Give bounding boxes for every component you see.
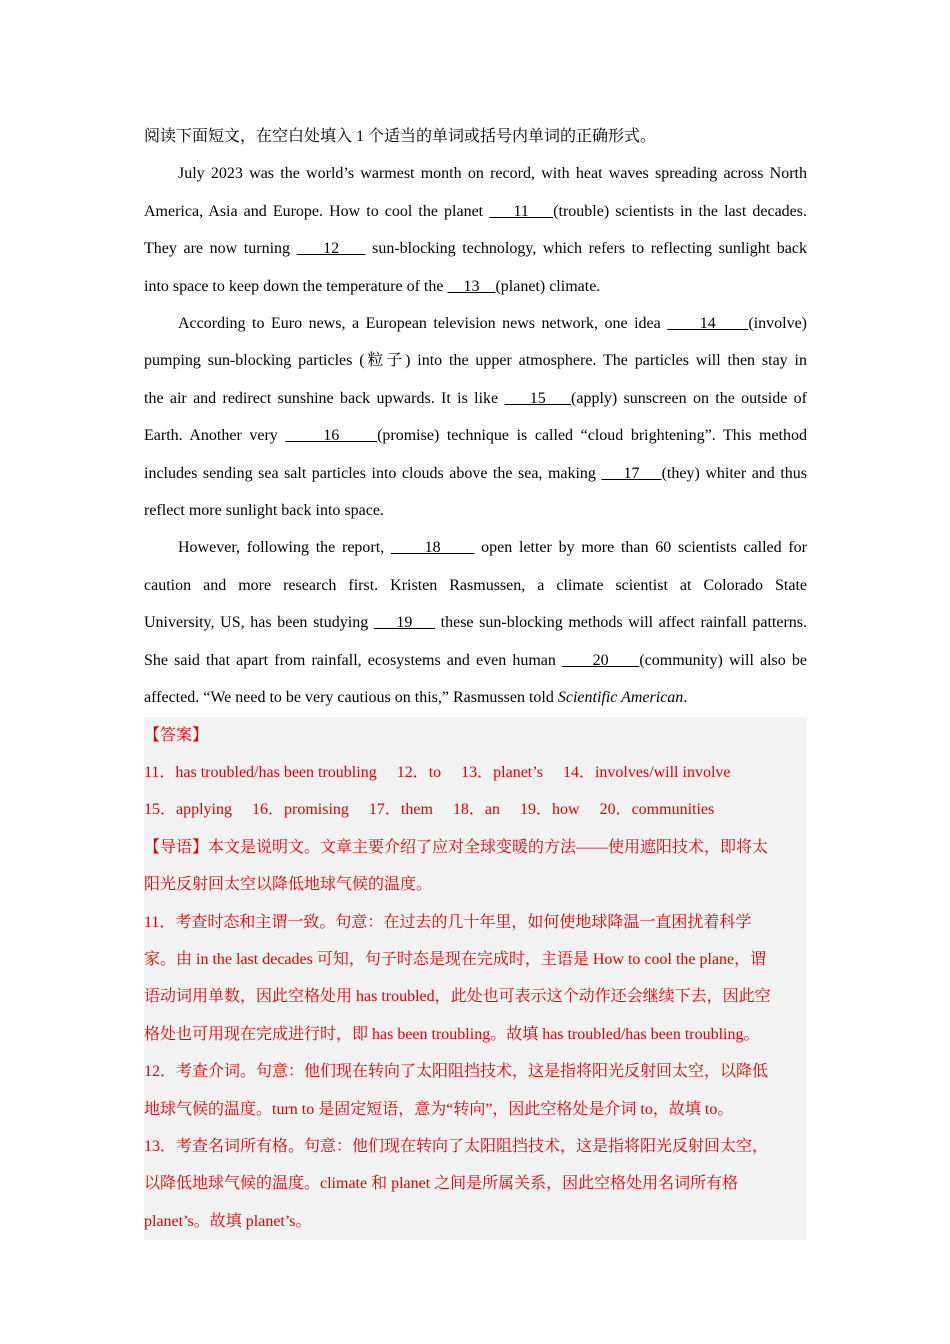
instruction: 阅读下面短文，在空白处填入 1 个适当的单词或括号内单词的正确形式。: [144, 128, 657, 145]
answer-heading: 【答案】: [144, 726, 209, 744]
passage-line: affected. “We need to be very cautious on this,” Rasmussen told Scientific American.: [144, 689, 688, 707]
blank-11: 11: [489, 202, 554, 220]
answer-item: 12．to: [396, 763, 442, 781]
explanation-13: [144, 1128, 807, 1240]
passage-line: includes sending sea salt particles into clouds above the sea, making 17 (they) whiter and thus: [144, 464, 807, 482]
passage-line: America, Asia and Europe. How to cool the planet 11 (trouble) scientists in the last decades.: [144, 202, 808, 220]
blank-16: 16: [285, 427, 378, 445]
answer-row-2: [144, 791, 807, 828]
document-page: [144, 118, 807, 1240]
paragraph-2: [144, 305, 807, 529]
blank-15: 15: [504, 389, 572, 407]
explanation-line: 地球气候的温度。turn to 是固定短语，意为“转向”，因此空格处是介词 to，故填 to。: [144, 1100, 734, 1118]
explanation-line: 12．考查介词。句意：他们现在转向了太阳阻挡技术，这是指将阳光反射回太空，以降低: [144, 1063, 769, 1081]
answer-item: 19．how: [520, 801, 580, 819]
guide-line: 【导语】本文是说明文。文章主要介绍了应对全球变暖的方法——使用遮阳技术，即将太: [144, 838, 769, 856]
blank-12: 12: [296, 240, 366, 258]
explanation-line: 语动词用单数，因此空格处用 has troubled，此处也可表示这个动作还会继续下去，因此空: [144, 988, 771, 1006]
passage-line: She said that apart from rainfall, ecosystems and even human 20 (community) will also be: [144, 651, 808, 669]
passage-line: July 2023 was the world’s warmest month on record, with heat waves spreading across North: [178, 165, 807, 183]
passage-line: According to Euro news, a European television news network, one idea 14 (involve): [178, 315, 808, 333]
answer-item: 14．involves/will involve: [562, 763, 731, 781]
answer-item: 20．communities: [599, 801, 715, 819]
answer-item: 15．applying: [144, 801, 232, 819]
answer-item: 13．planet’s: [461, 763, 543, 781]
explanation-line: 13．考查名词所有格。句意：他们现在转向了太阳阻挡技术，这是指将阳光反射回太空，: [144, 1137, 769, 1155]
blank-13: 13: [447, 277, 496, 295]
explanation-line: 以降低地球气候的温度。climate 和 planet 之间是所属关系，因此空格处用名词所有格: [144, 1175, 739, 1193]
explanation-line: 家。由 in the last decades 可知，句子时态是现在完成时，主语是 How to cool the plane，谓: [144, 950, 767, 968]
answer-item: 11．has troubled/has been troubling: [144, 763, 377, 781]
answer-item: 16．promising: [252, 801, 349, 819]
blank-20: 20: [562, 651, 640, 669]
paragraph-3: [144, 529, 807, 716]
passage-line: However, following the report, 18 open letter by more than 60 scientists called for: [178, 539, 808, 557]
passage-line: into space to keep down the temperature of the 13 (planet) climate.: [144, 277, 601, 295]
answer-box: [144, 717, 807, 1241]
blank-18: 18: [390, 539, 475, 557]
blank-19: 19: [373, 614, 435, 632]
passage-line: University, US, has been studying 19 these sun-blocking methods will affect rainfall patterns.: [144, 614, 808, 632]
answer-item: 18．an: [452, 801, 501, 819]
blank-14: 14: [667, 315, 749, 333]
explanation-line: 格处也可用现在完成进行时，即 has been troubling。故填 has troubled/has been troubling。: [144, 1025, 760, 1043]
explanation-line: 11．考查时态和主谓一致。句意：在过去的几十年里，如何使地球降温一直困扰着科学: [144, 913, 752, 931]
explanation-line: planet’s。故填 planet’s。: [144, 1212, 312, 1230]
answer-row-1: [144, 754, 807, 791]
passage-line: reflect more sunlight back into space.: [144, 502, 384, 520]
passage-line: They are now turning 12 sun-blocking technology, which refers to reflecting sunlight back: [144, 240, 807, 258]
passage-line: the air and redirect sunshine back upwards. It is like 15 (apply) sunscreen on the outside of: [144, 389, 808, 407]
blank-17: 17: [601, 464, 662, 482]
explanation-12: [144, 1053, 807, 1128]
paragraph-1: [144, 155, 807, 305]
explanation-11: [144, 904, 807, 1054]
guide-line: 阳光反射回太空以降低地球气候的温度。: [144, 876, 433, 894]
passage-line: pumping sun-blocking particles (粒子) into the upper atmosphere. The particles will then stay in: [144, 352, 807, 370]
answer-item: 17．them: [368, 801, 433, 819]
publication-title: Scientific American: [557, 689, 684, 707]
passage-line: caution and more research first. Kristen Rasmussen, a climate scientist at Colorado State: [144, 576, 807, 594]
passage-line: Earth. Another very 16 (promise) technique is called “cloud brightening”. This method: [144, 427, 807, 445]
